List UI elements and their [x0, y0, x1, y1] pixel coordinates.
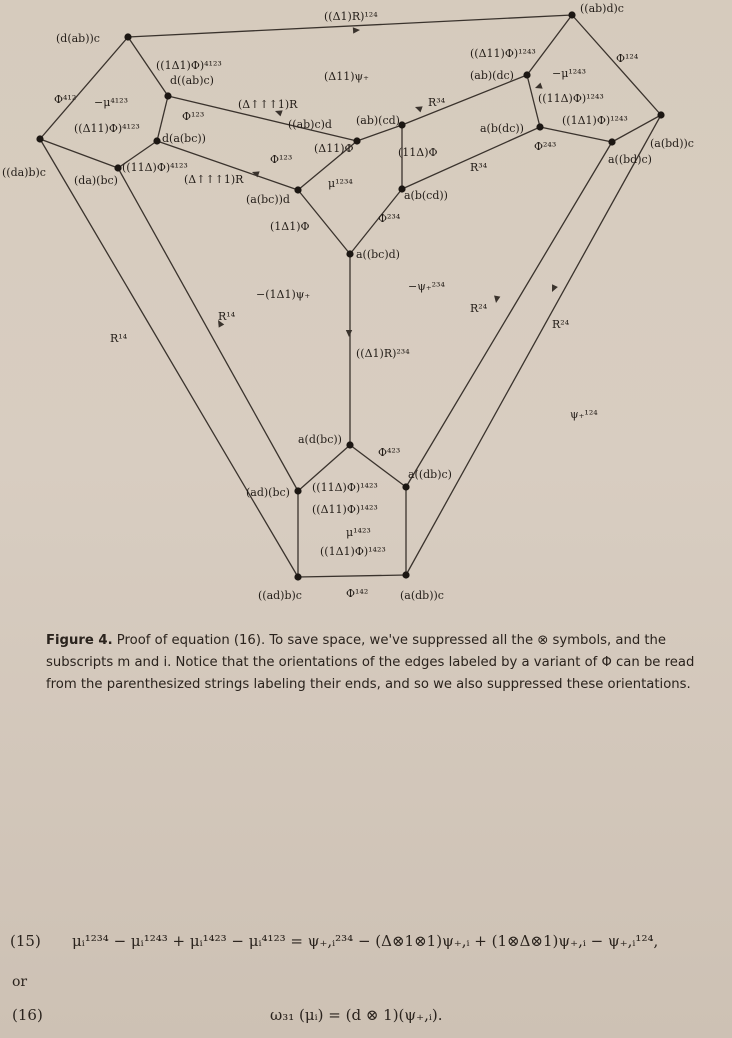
diagram-node — [346, 250, 353, 257]
diagram-node — [36, 135, 43, 142]
edge-label: Φ¹²⁴ — [616, 52, 639, 65]
edge-label: (Δ11)ψ₊ — [324, 70, 369, 83]
node-label: ((ab)c)d — [288, 118, 332, 131]
edge-label: Φ²³⁴ — [378, 212, 401, 225]
diagram-edge — [118, 168, 298, 491]
diagram-edge — [40, 139, 118, 168]
node-label: ((da)b)c — [2, 166, 46, 179]
edge-label: ((11Δ)Φ)¹⁴²³ — [312, 481, 378, 494]
edge-label: (1Δ1)Φ — [270, 220, 310, 233]
node-label: a(b(cd)) — [404, 189, 448, 202]
edge-label: ((1Δ1)Φ)¹²⁴³ — [562, 114, 628, 127]
edge-label: Φ⁴²³ — [378, 446, 401, 459]
node-label: a(b(dc)) — [480, 122, 524, 135]
edge-arrowhead — [493, 296, 501, 304]
figure-caption — [46, 630, 706, 696]
node-label: a(d(bc)) — [298, 433, 342, 446]
node-label: (a(bc))d — [246, 193, 290, 206]
equation-15-body: μᵢ¹²³⁴ − μᵢ¹²⁴³ + μᵢ¹⁴²³ − μᵢ⁴¹²³ = ψ₊,ᵢ²³⁴ − (Δ⊗1⊗1)ψ₊,ᵢ + (1⊗Δ⊗1)ψ₊,ᵢ − ψ₊,ᵢ¹²⁴, — [72, 932, 659, 950]
equation-15-number: (15) — [10, 932, 41, 950]
diagram-edge — [298, 575, 406, 577]
edge-label: R³⁴ — [428, 96, 446, 109]
diagram-node — [124, 33, 131, 40]
diagram-edge — [357, 125, 402, 141]
edge-label: Φ¹²³ — [182, 110, 205, 123]
edge-label: (11Δ)Φ — [398, 146, 438, 159]
diagram-node — [294, 487, 301, 494]
diagram-edge — [402, 75, 527, 125]
diagram-node — [657, 111, 664, 118]
edge-label: ((11Δ)Φ)⁴¹²³ — [122, 161, 188, 174]
caption-text: Proof of equation (16). To save space, we've suppressed all the ⊗ symbols, and the subscripts m and i. Notice that the orientations of the edges labeled by a variant of Φ can be read from the parenthesized strings labeling their ends, and so we also suppressed these orientations. — [46, 633, 695, 692]
diagram-node — [164, 92, 171, 99]
edge-label: R²⁴ — [552, 318, 570, 331]
diagram-node — [153, 137, 160, 144]
equation-16-body: ω₃₁ (μᵢ) = (d ⊗ 1)(ψ₊,ᵢ). — [270, 1006, 443, 1024]
edge-arrowhead — [534, 83, 543, 91]
diagram-edge — [406, 115, 661, 575]
edge-arrowhead — [346, 330, 352, 337]
edge-label: ψ₊¹²⁴ — [570, 408, 598, 421]
edge-label: Φ¹⁴² — [346, 587, 369, 600]
edge-label: ((Δ11)Φ)⁴¹²³ — [74, 122, 140, 135]
edge-label: −(1Δ1)ψ₊ — [256, 288, 311, 301]
node-label: (a(bd))c — [650, 137, 694, 150]
node-label: d((ab)c) — [170, 74, 214, 87]
or-connector: or — [12, 974, 28, 990]
edge-label: μ¹⁴²³ — [346, 526, 371, 539]
diagram-node — [353, 137, 360, 144]
diagram-edge — [527, 15, 572, 75]
edge-label: Φ¹²³ — [270, 153, 293, 166]
node-label: (d(ab))c — [56, 32, 100, 45]
node-label: a((bc)d) — [356, 248, 400, 261]
equation-16-number: (16) — [12, 1006, 43, 1024]
edge-label: ((11Δ)Φ)¹²⁴³ — [538, 92, 604, 105]
equation-16 — [12, 1006, 712, 1024]
diagram-node — [536, 123, 543, 130]
edge-label: (Δ↑↑↑1)R — [184, 173, 244, 186]
diagram-node — [294, 573, 301, 580]
equation-15 — [10, 932, 730, 950]
diagram-node — [402, 571, 409, 578]
edge-label: ((Δ11)Φ)¹²⁴³ — [470, 47, 536, 60]
edge-label: −μ¹²⁴³ — [552, 67, 587, 80]
edge-label: −μ⁴¹²³ — [94, 96, 129, 109]
edge-label: Φ²⁴³ — [534, 140, 557, 153]
node-label: (da)(bc) — [74, 174, 118, 187]
edge-label: ((1Δ1)Φ)¹⁴²³ — [320, 545, 386, 558]
node-label: ((ad)b)c — [258, 589, 302, 602]
edge-label: ((Δ1)R)²³⁴ — [356, 347, 410, 360]
edge-label: μ¹²³⁴ — [328, 177, 353, 190]
edge-arrowhead — [414, 104, 423, 112]
edge-label: Φ⁴¹² — [54, 93, 77, 106]
edge-arrowhead — [549, 284, 558, 293]
diagram-node — [346, 441, 353, 448]
edge-arrowhead — [353, 27, 360, 34]
diagram-node — [523, 71, 530, 78]
node-label: (ab)(cd) — [356, 114, 400, 127]
edge-label: R¹⁴ — [110, 332, 128, 345]
diagram-node — [114, 164, 121, 171]
edge-label: R³⁴ — [470, 161, 488, 174]
edge-label: ((1Δ1)Φ)⁴¹²³ — [156, 59, 222, 72]
edge-label: ((Δ1)R)¹²⁴ — [324, 10, 378, 23]
edge-label: (Δ11)Φ — [314, 142, 354, 155]
edge-label: R¹⁴ — [218, 310, 236, 323]
diagram-node — [568, 11, 575, 18]
edge-label: R²⁴ — [470, 302, 488, 315]
node-label: (ad)(bc) — [246, 486, 290, 499]
edge-label: (Δ↑↑↑1)R — [238, 98, 298, 111]
figure-label: Figure 4. — [46, 633, 113, 648]
node-label: ((ab)d)c — [580, 2, 624, 15]
edge-label: ((Δ11)Φ)¹⁴²³ — [312, 503, 378, 516]
diagram-node — [608, 138, 615, 145]
node-label: d(a(bc)) — [162, 132, 206, 145]
node-label: (ab)(dc) — [470, 69, 514, 82]
node-label: a((bd)c) — [608, 153, 652, 166]
node-label: (a(db))c — [400, 589, 444, 602]
node-label: a((db)c) — [408, 468, 452, 481]
edge-label: −ψ₊²³⁴ — [408, 280, 445, 293]
diagram-node — [294, 186, 301, 193]
diagram-node — [402, 483, 409, 490]
